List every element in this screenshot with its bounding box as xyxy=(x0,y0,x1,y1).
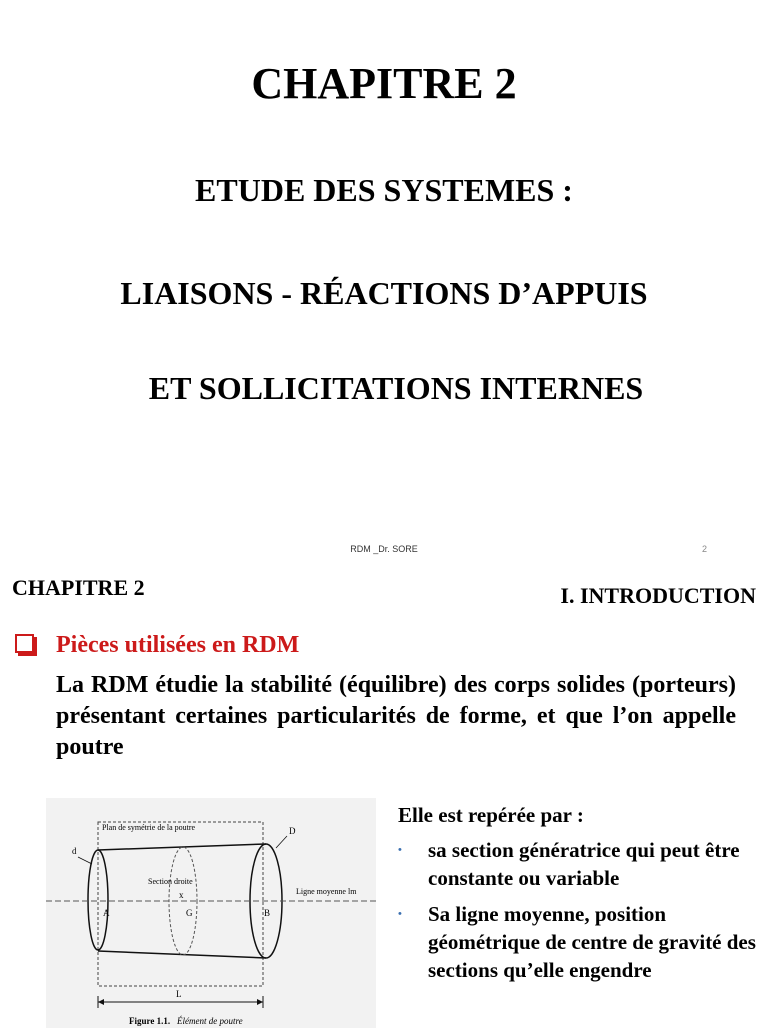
chapter-header: CHAPITRE 2 xyxy=(12,575,145,600)
beam-description xyxy=(398,803,758,992)
subtitle-line-1: ETUDE DES SYSTEMES : xyxy=(195,172,573,208)
point-d-label: d xyxy=(72,846,77,856)
bullet-icon: • xyxy=(398,908,402,920)
subtitle-line-2: LIAISONS - RÉACTIONS D’APPUIS xyxy=(120,275,648,311)
list-item-text: sa section génératrice qui peut être constante ou variable xyxy=(428,838,740,890)
introduction-slide xyxy=(0,562,768,1024)
intro-paragraph: La RDM étudie la stabilité (équilibre) des corps solides (porteurs) présentant certaines particularités de forme, et que l’on appelle poutre xyxy=(56,672,736,760)
chapter-title: CHAPITRE 2 xyxy=(251,59,517,108)
section-header: I. INTRODUCTION xyxy=(560,583,756,608)
length-label: L xyxy=(176,989,182,999)
section-heading: Pièces utilisées en RDM xyxy=(56,632,300,658)
list-item xyxy=(398,836,758,892)
slide-footer: RDM _Dr. SORE xyxy=(350,544,418,554)
info-title: Elle est repérée par : xyxy=(398,803,584,827)
point-A-label: A xyxy=(103,908,110,918)
list-item-text: Sa ligne moyenne, position géométrique de centre de gravité des sections qu’elle engendre xyxy=(428,902,756,982)
figure-caption-text: Élément de poutre xyxy=(177,1016,243,1026)
line-label: Ligne moyenne lm xyxy=(296,887,357,896)
plan-label: Plan de symétrie de la poutre xyxy=(102,823,196,832)
beam-figure xyxy=(46,798,376,1028)
section-label: Section droite xyxy=(148,877,193,886)
page-number: 2 xyxy=(702,544,708,554)
point-G-label: G xyxy=(186,908,193,918)
point-B-label: B xyxy=(264,908,271,918)
figure-background xyxy=(46,798,376,1028)
center-x-mark: x xyxy=(179,890,184,900)
checkbox-bullet-icon xyxy=(15,634,34,653)
subtitle-line-3: ET SOLLICITATIONS INTERNES xyxy=(148,370,644,406)
figure-caption-label: Figure 1.1. xyxy=(129,1016,171,1026)
point-D-label: D xyxy=(289,826,296,836)
info-list xyxy=(398,836,758,984)
bullet-icon: • xyxy=(398,844,402,856)
list-item xyxy=(398,900,758,984)
